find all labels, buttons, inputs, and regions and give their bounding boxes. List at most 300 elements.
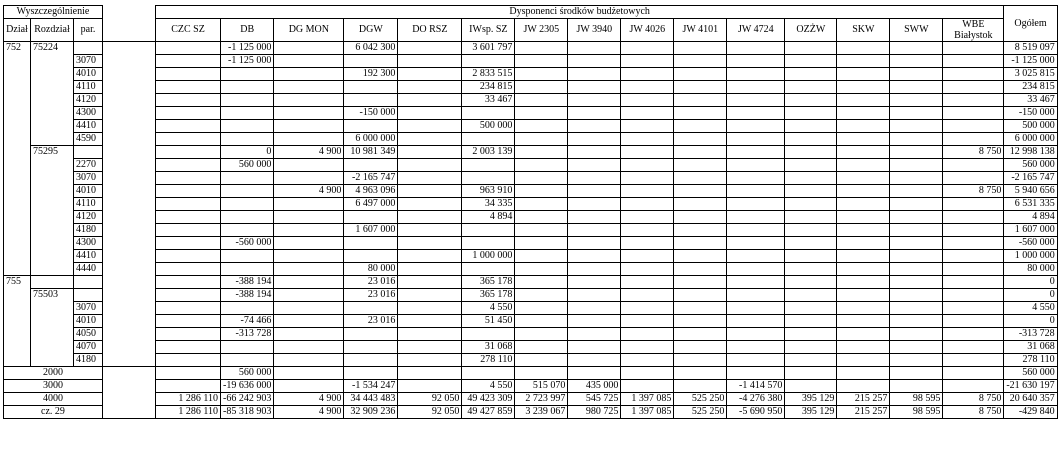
cell-value: 365 178 [462,289,515,302]
cell-value [674,354,727,367]
cell-value [344,55,398,68]
cell-value [274,55,344,68]
cell-value [837,55,890,68]
cell-total: -2 165 747 [1004,172,1057,185]
cell-value [221,185,274,198]
cell-value [515,276,568,289]
cell-value [674,81,727,94]
cell-value [274,237,344,250]
cell-value [221,224,274,237]
cell-value [890,55,943,68]
cell-value [515,237,568,250]
cell-spacer [103,211,156,224]
cell-dzial [4,55,31,68]
cell-value: 500 000 [462,120,515,133]
cell-value [621,81,674,94]
cell-value [890,276,943,289]
cell-total: 5 940 656 [1004,185,1057,198]
cell-value [156,302,221,315]
cell-dzial [4,237,31,250]
cell-value [156,289,221,302]
cell-value: 34 335 [462,198,515,211]
cell-value [568,224,621,237]
cell-rozdzial [31,328,74,341]
cell-value [785,146,837,159]
table-row [4,146,1058,159]
cell-value [568,302,621,315]
cell-value [344,250,398,263]
cell-value [398,159,462,172]
cell-value [943,276,1004,289]
cell-value [785,302,837,315]
cell-value: 92 050 [398,406,462,419]
cell-value [515,107,568,120]
cell-value [156,185,221,198]
cell-value [221,198,274,211]
cell-dzial [4,328,31,341]
cell-value: 8 750 [943,406,1004,419]
cell-value [943,211,1004,224]
cell-value [727,302,785,315]
cell-value [785,107,837,120]
cell-value [727,55,785,68]
cell-value: 32 909 236 [344,406,398,419]
cell-par: 4050 [74,328,103,341]
cell-value [621,68,674,81]
cell-value [398,133,462,146]
cell-value: 8 750 [943,185,1004,198]
cell-value [515,146,568,159]
summary-row [4,393,1058,406]
cell-value [890,185,943,198]
table-row [4,276,1058,289]
col-header-dysponent: DG MON [274,19,344,42]
cell-rozdzial [31,341,74,354]
cell-value: 6 000 000 [344,133,398,146]
cell-value [515,341,568,354]
cell-value: 1 000 000 [462,250,515,263]
cell-spacer [103,68,156,81]
cell-value: 963 910 [462,185,515,198]
cell-value [621,263,674,276]
cell-rozdzial [31,81,74,94]
cell-value [890,302,943,315]
cell-value [785,341,837,354]
cell-par: 4010 [74,185,103,198]
table-row [4,289,1058,302]
cell-value: 8 750 [943,393,1004,406]
cell-value [785,380,837,393]
cell-value [462,172,515,185]
cell-value: -1 534 247 [344,380,398,393]
cell-value [674,146,727,159]
cell-value: 395 129 [785,406,837,419]
cell-value [943,367,1004,380]
cell-value [890,250,943,263]
col-header-dysponent: WBE Białystok [943,19,1004,42]
cell-value [785,224,837,237]
cell-value [568,354,621,367]
cell-value [156,42,221,55]
cell-total: 1 607 000 [1004,224,1057,237]
cell-value [621,120,674,133]
cell-value [398,146,462,159]
cell-value [568,276,621,289]
cell-rozdzial: 75503 [31,289,74,302]
cell-spacer [103,276,156,289]
cell-value [515,94,568,107]
cell-par: 4070 [74,341,103,354]
cell-value [221,341,274,354]
cell-value [621,354,674,367]
cell-value: -66 242 903 [221,393,274,406]
cell-value [674,42,727,55]
table-row [4,172,1058,185]
cell-value: 23 016 [344,276,398,289]
cell-value [274,250,344,263]
cell-rozdzial: 75224 [31,42,74,55]
cell-value [785,276,837,289]
cell-rozdzial [31,276,74,289]
cell-value [568,107,621,120]
cell-spacer [103,315,156,328]
cell-value: 34 443 483 [344,393,398,406]
cell-value: 4 550 [462,380,515,393]
col-header-rozdzial: Rozdział [31,19,74,42]
cell-value: 1 607 000 [344,224,398,237]
cell-value [156,133,221,146]
cell-value [727,120,785,133]
cell-value [568,146,621,159]
cell-value: 23 016 [344,315,398,328]
cell-value [621,380,674,393]
cell-total: -429 840 [1004,406,1057,419]
cell-value [156,224,221,237]
cell-value [462,237,515,250]
cell-value [674,263,727,276]
cell-value [398,276,462,289]
cell-par: 4410 [74,120,103,133]
cell-value [274,42,344,55]
cell-value [398,68,462,81]
cell-value [943,107,1004,120]
cell-value [943,263,1004,276]
cell-spacer [103,224,156,237]
cell-value [621,328,674,341]
cell-value [727,315,785,328]
cell-value [221,250,274,263]
cell-value [890,42,943,55]
cell-par: 4180 [74,224,103,237]
cell-value [156,81,221,94]
cell-value [344,328,398,341]
cell-value [568,68,621,81]
cell-value: 33 467 [462,94,515,107]
cell-value [674,328,727,341]
cell-dzial [4,354,31,367]
cell-value [568,172,621,185]
cell-value: 10 981 349 [344,146,398,159]
cell-value [621,133,674,146]
cell-value [274,94,344,107]
cell-value [398,42,462,55]
cell-par: 4410 [74,250,103,263]
cell-value [568,315,621,328]
cell-value [156,354,221,367]
cell-value [890,211,943,224]
cell-value [515,211,568,224]
cell-value [837,198,890,211]
cell-value: 4 550 [462,302,515,315]
cell-total: 31 068 [1004,341,1057,354]
cell-value: 2 833 515 [462,68,515,81]
cell-value [156,159,221,172]
cell-value [674,315,727,328]
cell-value [890,367,943,380]
table-row [4,55,1058,68]
cell-value [398,328,462,341]
cell-value [943,198,1004,211]
cell-rozdzial [31,68,74,81]
cell-par: 2270 [74,159,103,172]
cell-value [156,146,221,159]
cell-value [221,263,274,276]
cell-value [515,172,568,185]
cell-value: 6 497 000 [344,198,398,211]
cell-value [515,55,568,68]
table-row [4,159,1058,172]
cell-total: 80 000 [1004,263,1057,276]
cell-value [344,159,398,172]
cell-value [890,224,943,237]
cell-rozdzial [31,263,74,276]
cell-value [156,55,221,68]
cell-value [785,354,837,367]
cell-value [274,224,344,237]
cell-value [943,380,1004,393]
cell-value [274,276,344,289]
cell-value [398,55,462,68]
cell-value [462,328,515,341]
cell-value [621,172,674,185]
cell-value [890,159,943,172]
cell-value [785,185,837,198]
cell-value [156,341,221,354]
cell-value [462,55,515,68]
cell-total: 560 000 [1004,367,1057,380]
col-header-dysponent: CZC SZ [156,19,221,42]
cell-value [621,146,674,159]
cell-spacer [103,159,156,172]
cell-value [398,367,462,380]
cell-value [515,120,568,133]
cell-value [890,380,943,393]
cell-value [785,263,837,276]
table-row [4,237,1058,250]
cell-total: -313 728 [1004,328,1057,341]
cell-value [398,380,462,393]
cell-value: 1 286 110 [156,406,221,419]
cell-value [274,263,344,276]
table-row [4,68,1058,81]
cell-value [156,276,221,289]
cell-value [621,302,674,315]
cell-spacer [103,302,156,315]
cell-value [274,315,344,328]
cell-spacer [103,354,156,367]
cell-total: 20 640 357 [1004,393,1057,406]
cell-value [621,42,674,55]
cell-value [837,289,890,302]
cell-value: -1 125 000 [221,55,274,68]
cell-value [568,289,621,302]
cell-value [274,341,344,354]
table-row [4,341,1058,354]
cell-value: 560 000 [221,367,274,380]
cell-total: -1 125 000 [1004,55,1057,68]
cell-value: -19 636 000 [221,380,274,393]
cell-value [156,107,221,120]
cell-value [837,224,890,237]
cell-value [674,198,727,211]
cell-value [398,120,462,133]
cell-value [837,107,890,120]
cell-value: -1 414 570 [727,380,785,393]
cell-spacer [103,367,156,380]
cell-value [727,133,785,146]
cell-value [785,198,837,211]
table-row [4,328,1058,341]
cell-value [274,198,344,211]
cell-value [943,302,1004,315]
cell-par [74,42,103,55]
cell-value [398,224,462,237]
cell-value [621,367,674,380]
cell-spacer [103,380,156,393]
cell-value: -85 318 903 [221,406,274,419]
cell-rozdzial [31,55,74,68]
cell-value [890,315,943,328]
cell-value [943,341,1004,354]
cell-value [785,94,837,107]
cell-value [515,198,568,211]
cell-dzial: 755 [4,276,31,289]
col-header-dysponent: SWW [890,19,943,42]
cell-value [943,55,1004,68]
col-header-dysponent: JW 4724 [727,19,785,42]
cell-value: 525 250 [674,406,727,419]
table-row [4,185,1058,198]
cell-total: 12 998 138 [1004,146,1057,159]
cell-value [568,120,621,133]
cell-value [837,81,890,94]
cell-value [837,185,890,198]
cell-value [515,328,568,341]
cell-par: 4010 [74,315,103,328]
cell-value [221,94,274,107]
cell-value [621,250,674,263]
cell-value: 1 397 085 [621,406,674,419]
cell-value [674,55,727,68]
cell-value [515,133,568,146]
cell-value [398,211,462,224]
cell-value [221,211,274,224]
cell-value [568,341,621,354]
cell-value [274,172,344,185]
cell-value: 215 257 [837,406,890,419]
cell-value [398,107,462,120]
cell-value [156,328,221,341]
cell-value: 1 397 085 [621,393,674,406]
cell-value [568,211,621,224]
cell-value [621,94,674,107]
cell-value [727,185,785,198]
cell-value [568,55,621,68]
cell-value [515,289,568,302]
cell-value [156,263,221,276]
cell-value [344,367,398,380]
cell-value [221,68,274,81]
cell-spacer [103,198,156,211]
cell-value [785,289,837,302]
cell-value [785,367,837,380]
cell-value [837,172,890,185]
summary-label: 4000 [4,393,103,406]
budget-table-container [3,5,1058,419]
cell-par [74,289,103,302]
cell-value [727,146,785,159]
col-header-par: par. [74,19,103,42]
cell-value [727,341,785,354]
cell-value: 31 068 [462,341,515,354]
cell-value: 80 000 [344,263,398,276]
cell-value [398,94,462,107]
cell-value [156,198,221,211]
cell-value [837,146,890,159]
cell-value [462,159,515,172]
cell-value [621,276,674,289]
cell-value [890,341,943,354]
cell-value [727,172,785,185]
cell-value [462,133,515,146]
cell-value [568,42,621,55]
col-header-ogolem: Ogółem [1004,6,1057,42]
cell-total: 6 000 000 [1004,133,1057,146]
cell-par: 4110 [74,198,103,211]
table-row [4,250,1058,263]
cell-par: 4300 [74,237,103,250]
cell-value [515,315,568,328]
budget-table [3,5,1058,419]
cell-value [398,263,462,276]
summary-row [4,380,1058,393]
cell-value [943,68,1004,81]
cell-dzial [4,250,31,263]
group-header-dysponenci: Dysponenci środków budżetowych [156,6,1004,19]
spacer-column [103,6,156,42]
cell-value [674,250,727,263]
cell-par [74,276,103,289]
cell-value [837,263,890,276]
cell-value [621,341,674,354]
cell-rozdzial [31,107,74,120]
cell-value [274,367,344,380]
cell-value: 49 423 309 [462,393,515,406]
cell-value [837,328,890,341]
cell-value [785,172,837,185]
cell-value [837,94,890,107]
cell-value [568,94,621,107]
